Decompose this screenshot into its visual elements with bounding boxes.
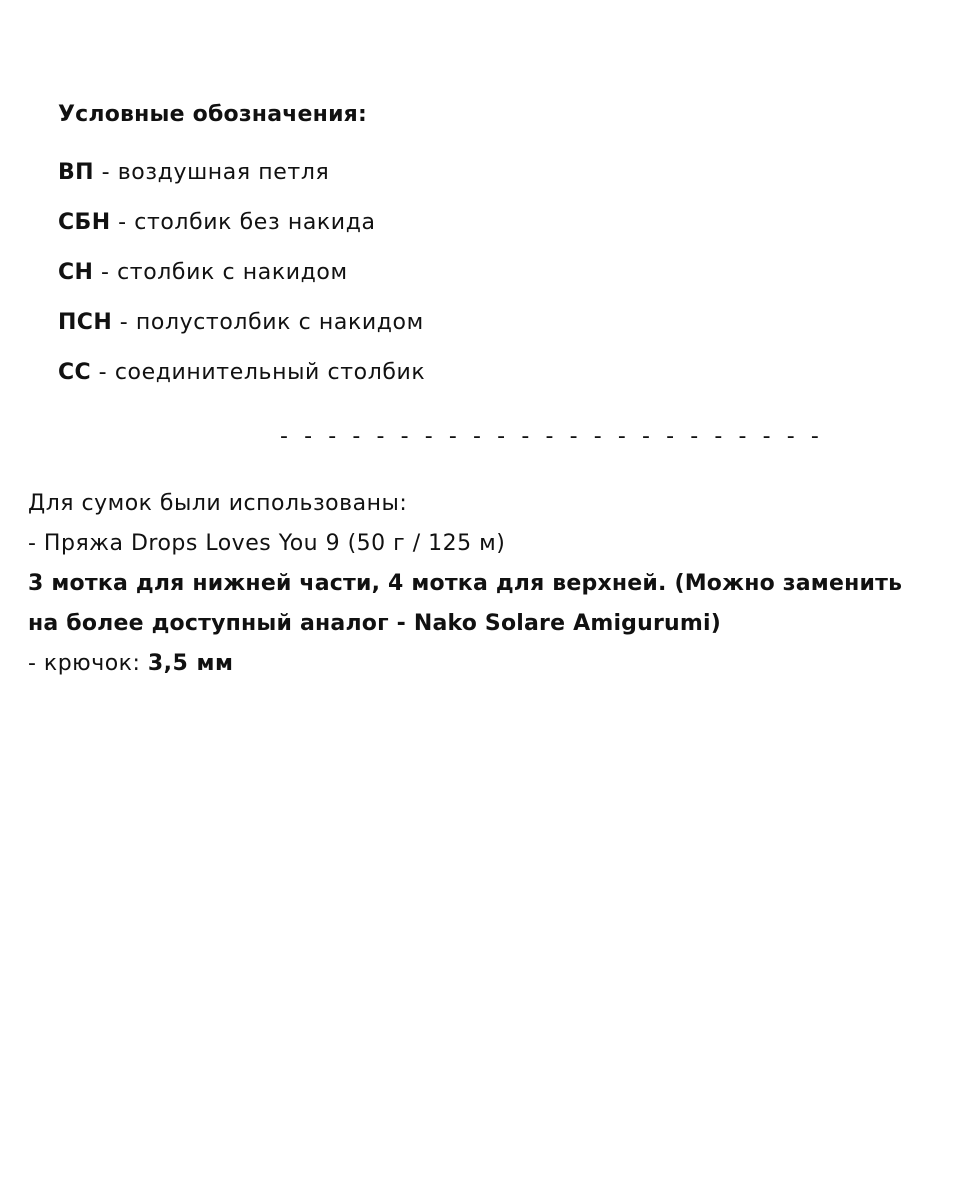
legend-abbr: СС bbox=[58, 360, 92, 385]
legend-abbr: СБН bbox=[58, 210, 111, 235]
legend-item-sn bbox=[58, 262, 878, 288]
hook-size: 3,5 мм bbox=[147, 651, 234, 676]
legend-item-vp bbox=[58, 162, 878, 188]
legend-separator: - bbox=[112, 310, 136, 335]
legend-separator: - bbox=[91, 360, 115, 385]
legend-list bbox=[58, 162, 878, 388]
materials-intro: Для сумок были использованы: bbox=[28, 491, 408, 516]
legend-description: воздушная петля bbox=[117, 160, 330, 185]
legend-abbr: ВП bbox=[58, 160, 94, 185]
legend-item-psn bbox=[58, 312, 878, 338]
dashed-divider: - - - - - - - - - - - - - - - - - - - - - - - bbox=[280, 424, 824, 449]
materials-skeins-line-1: 3 мотка для нижней части, 4 мотка для верхней. (Можно заменить bbox=[28, 571, 903, 596]
materials-hook bbox=[28, 644, 938, 684]
legend-item-ss bbox=[58, 362, 878, 388]
legend-separator: - bbox=[93, 260, 118, 285]
legend-abbr: СН bbox=[58, 260, 94, 285]
legend-section bbox=[58, 104, 878, 412]
legend-separator: - bbox=[110, 210, 135, 235]
hook-label: - крючок: bbox=[28, 651, 148, 676]
legend-description: полустолбик с накидом bbox=[135, 310, 424, 335]
legend-title: Условные обозначения: bbox=[58, 102, 368, 127]
legend-separator: - bbox=[93, 160, 118, 185]
legend-abbr: ПСН bbox=[58, 310, 113, 335]
materials-skeins-line-2: на более доступный аналог - Nako Solare Amigurumi) bbox=[28, 611, 722, 636]
materials-yarn: - Пряжа Drops Loves You 9 (50 г / 125 м) bbox=[28, 531, 506, 556]
materials-section bbox=[28, 484, 938, 684]
legend-description: соединительный столбик bbox=[114, 360, 426, 385]
legend-item-sbn bbox=[58, 212, 878, 238]
legend-description: столбик без накида bbox=[134, 210, 376, 235]
legend-description: столбик с накидом bbox=[117, 260, 348, 285]
